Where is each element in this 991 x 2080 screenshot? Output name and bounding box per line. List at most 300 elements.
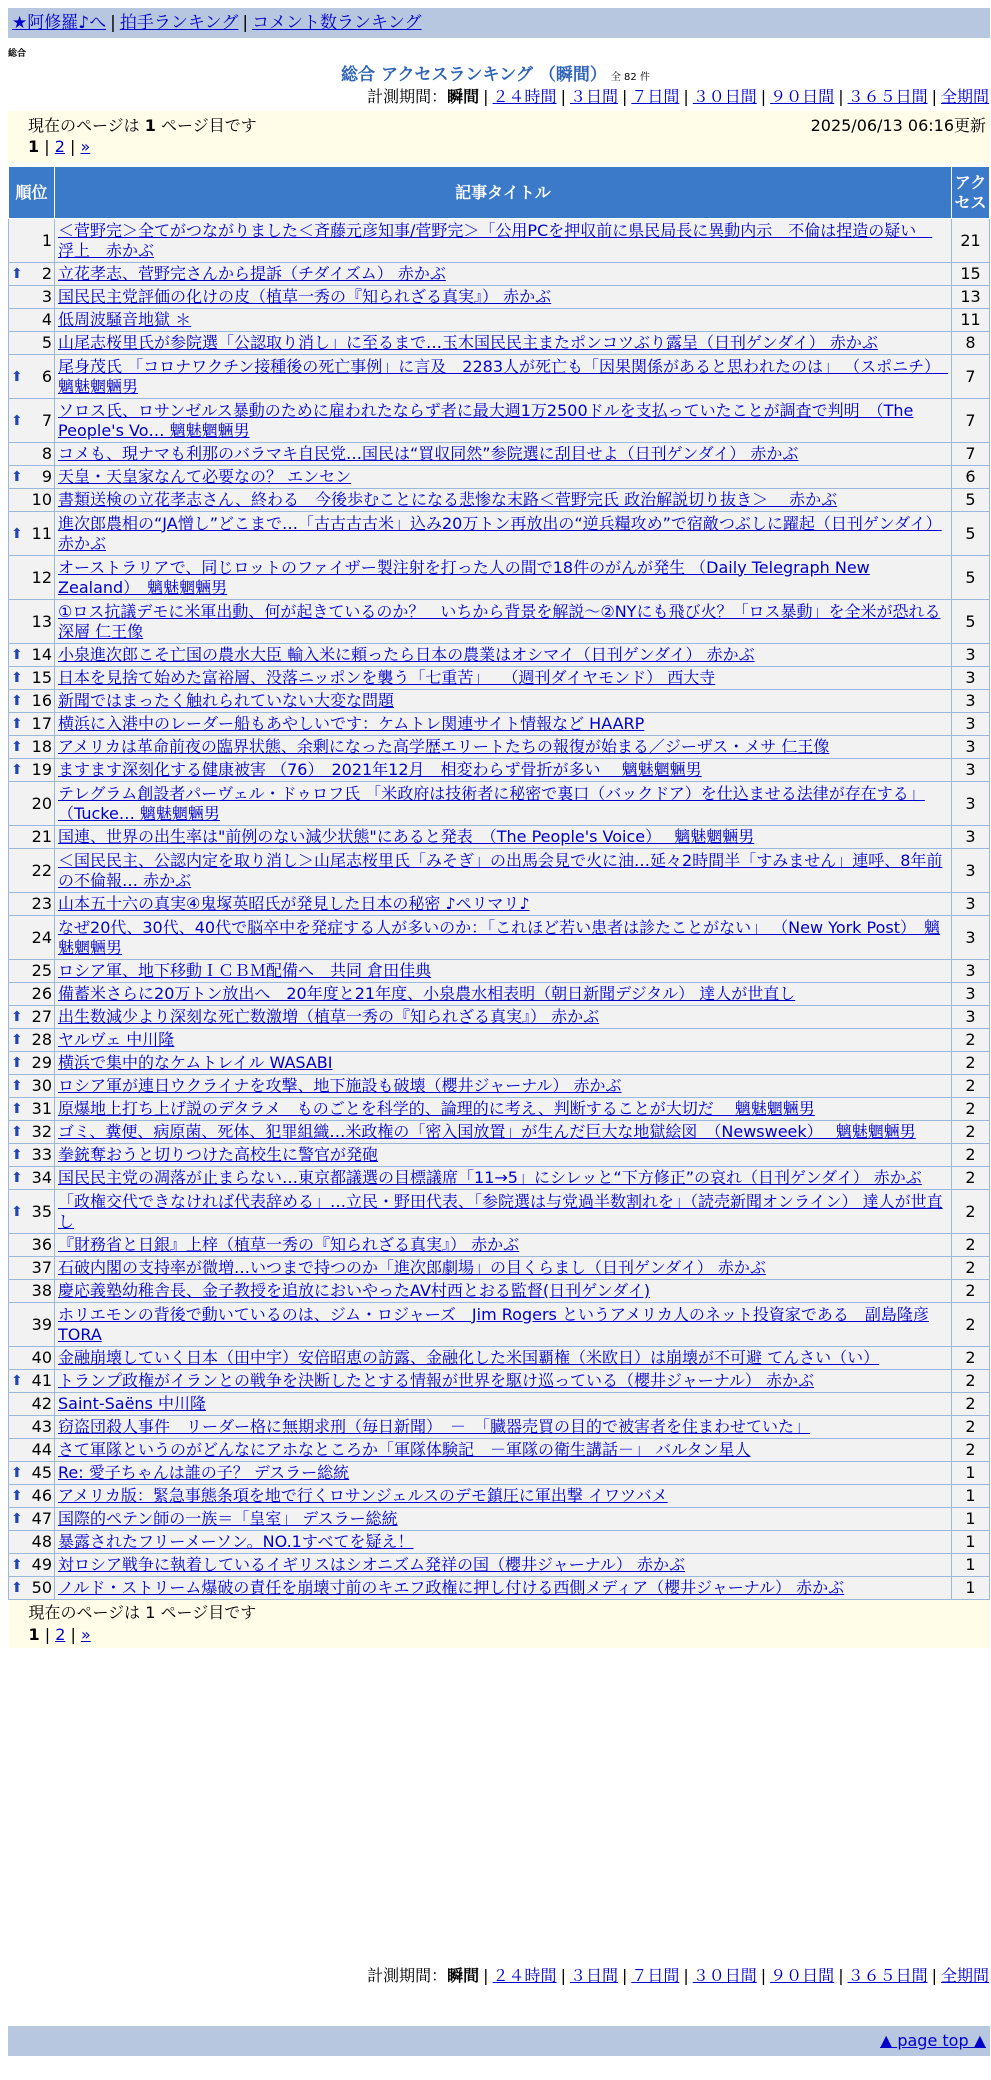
article-title-link[interactable]: さて軍隊というのがどんなにアホなところか「軍隊体験記 －軍隊の衛生講話－」 バルタン星人 bbox=[58, 1440, 751, 1459]
pager-bottom: 1 | 2 | » bbox=[28, 1625, 91, 1644]
access-count: 3 bbox=[952, 916, 990, 960]
access-count: 15 bbox=[952, 263, 990, 286]
rank-number: 29 bbox=[29, 1052, 55, 1075]
table-row bbox=[9, 556, 990, 600]
title-cell bbox=[55, 1439, 952, 1462]
table-row bbox=[9, 1144, 990, 1167]
top-nav-bar bbox=[8, 8, 990, 38]
comment-ranking-link[interactable]: コメント数ランキング bbox=[252, 13, 422, 33]
article-title-link[interactable]: 「政権交代できなければ代表辞める」…立民・野田代表、「参院選は与党過半数割れを」（読売新聞オンライン） 達人が世直し bbox=[58, 1191, 943, 1231]
bottom-page-info: 現在のページは 1 ページ目です bbox=[28, 1603, 257, 1622]
rank-change-cell bbox=[9, 355, 29, 399]
article-title-link[interactable]: Saint-Saëns 中川隆 bbox=[58, 1394, 206, 1413]
article-title-link[interactable]: 暴露されたフリーメーソン。NO.1すべてを疑え！ bbox=[58, 1532, 414, 1551]
title-cell bbox=[55, 466, 952, 489]
article-title-link[interactable]: 拳銃奪おうと切りつけた高校生に警官が発砲 bbox=[58, 1145, 379, 1164]
rank-number: 4 bbox=[29, 309, 55, 332]
table-row bbox=[9, 309, 990, 332]
pager-page-2-link[interactable]: 2 bbox=[54, 137, 65, 156]
period-all-link[interactable]: 全期間 bbox=[940, 87, 989, 106]
access-count: 3 bbox=[952, 893, 990, 916]
table-row bbox=[9, 219, 990, 263]
rank-change-cell bbox=[9, 219, 29, 263]
rank-number: 3 bbox=[29, 286, 55, 309]
rank-number: 25 bbox=[29, 960, 55, 983]
rank-change-cell bbox=[9, 1393, 29, 1416]
table-row bbox=[9, 1370, 990, 1393]
article-title-link[interactable]: 日本を見捨て始めた富裕層、没落ニッポンを襲う「七重苦」 （週刊ダイヤモンド） 西大寺 bbox=[58, 668, 716, 687]
access-count: 5 bbox=[952, 512, 990, 556]
rank-number: 48 bbox=[29, 1531, 55, 1554]
access-count: 2 bbox=[952, 1167, 990, 1190]
rank-change-cell bbox=[9, 644, 29, 667]
rank-change-cell bbox=[9, 983, 29, 1006]
access-count: 2 bbox=[952, 1439, 990, 1462]
title-cell bbox=[55, 1144, 952, 1167]
article-title-link[interactable]: テレグラム創設者パーヴェル・ドゥロフ氏 「米政府は技術者に秘密で裏口（バックドア）を仕込ませる法律が存在する」（Tucke… 魑魅魍魎男 bbox=[58, 783, 925, 823]
period-30d-link[interactable]: ３０日間 bbox=[692, 87, 757, 106]
title-cell bbox=[55, 1190, 952, 1234]
rank-number: 33 bbox=[29, 1144, 55, 1167]
article-title-link[interactable]: 国際的ペテン師の一族＝「皇室」 デスラー総統 bbox=[58, 1509, 398, 1528]
arrow-up-icon: ⬆ bbox=[11, 1373, 23, 1389]
arrow-up-icon: ⬆ bbox=[11, 1511, 23, 1527]
article-title-link[interactable]: ①ロス抗議デモに米軍出動、何が起きているのか？ いちから背景を解説～②NYにも飛び火？「ロス暴動」を全米が恐れる 深層 仁王像 bbox=[58, 601, 941, 641]
period-7d-link[interactable]: ７日間 bbox=[631, 87, 680, 106]
article-title-link[interactable]: 原爆地上打ち上げ説のデタラメ ものごとを科学的、論理的に考え、判断することが大切だ 魑魅魍魎男 bbox=[58, 1099, 815, 1118]
table-row bbox=[9, 1029, 990, 1052]
title-cell bbox=[55, 1347, 952, 1370]
table-row bbox=[9, 644, 990, 667]
title-cell bbox=[55, 1006, 952, 1029]
access-count: 2 bbox=[952, 1098, 990, 1121]
article-title-link[interactable]: 横浜に入港中のレーダー船もあやしいです：ケムトレ関連サイト情報など HAARP bbox=[58, 714, 645, 733]
pager-current: 1 bbox=[28, 1625, 40, 1644]
article-title-link[interactable]: アメリカは革命前夜の臨界状態、余剰になった高学歴エリートたちの報復が始まる／ジーザス・メサ 仁王像 bbox=[58, 737, 830, 756]
access-count: 3 bbox=[952, 849, 990, 893]
arrow-up-icon: ⬆ bbox=[11, 1488, 23, 1504]
title-cell bbox=[55, 1416, 952, 1439]
article-title-link[interactable]: 国民民主党の凋落が止まらない…東京都議選の目標議席「11→5」にシレッと“下方修正”の哀れ（日刊ゲンダイ） 赤かぶ bbox=[58, 1168, 922, 1187]
col-title-header: 記事タイトル bbox=[55, 167, 952, 219]
arrow-up-icon: ⬆ bbox=[11, 1147, 23, 1163]
table-row bbox=[9, 1052, 990, 1075]
rank-number: 21 bbox=[29, 826, 55, 849]
table-row bbox=[9, 1006, 990, 1029]
rank-change-cell bbox=[9, 1508, 29, 1531]
article-title-link[interactable]: Re: 愛子ちゃんは誰の子？ デスラー総統 bbox=[58, 1463, 350, 1482]
title-cell bbox=[55, 1075, 952, 1098]
article-title-link[interactable]: なぜ20代、30代、40代で脳卒中を発症する人が多いのか：「これほど若い患者は診たことがない」 （New York Post） 魑魅魍魎男 bbox=[58, 917, 941, 957]
table-row bbox=[9, 893, 990, 916]
rank-number: 38 bbox=[29, 1280, 55, 1303]
article-title-link[interactable]: ホリエモンの背後で動いているのは、ジム・ロジャーズ Jim Rogers というアメリカ人のネット投資家である 副島隆彦 TORA bbox=[58, 1304, 929, 1344]
rank-change-cell bbox=[9, 600, 29, 644]
title-cell bbox=[55, 1121, 952, 1144]
arrow-up-icon: ⬆ bbox=[11, 1557, 23, 1573]
rank-number: 47 bbox=[29, 1508, 55, 1531]
article-title-link[interactable]: 対ロシア戦争に執着しているイギリスはシオニズム発祥の国（櫻井ジャーナル） 赤かぶ bbox=[58, 1555, 686, 1574]
article-title-link[interactable]: 出生数減少より深刻な死亡数激増（植草一秀の『知られざる真実』） 赤かぶ bbox=[58, 1007, 600, 1026]
table-row bbox=[9, 1439, 990, 1462]
rank-change-cell bbox=[9, 1462, 29, 1485]
table-row bbox=[9, 713, 990, 736]
total-count: 全 82 件 bbox=[610, 72, 650, 83]
rank-change-cell bbox=[9, 759, 29, 782]
rank-change-cell bbox=[9, 1029, 29, 1052]
title-cell bbox=[55, 512, 952, 556]
rank-change-cell bbox=[9, 512, 29, 556]
rank-change-cell bbox=[9, 286, 29, 309]
rank-number: 7 bbox=[29, 399, 55, 443]
rank-change-cell bbox=[9, 1075, 29, 1098]
title-cell bbox=[55, 713, 952, 736]
rank-change-cell bbox=[9, 667, 29, 690]
table-row bbox=[9, 667, 990, 690]
table-row bbox=[9, 489, 990, 512]
table-row bbox=[9, 1303, 990, 1347]
table-row bbox=[9, 263, 990, 286]
access-count: 2 bbox=[952, 1234, 990, 1257]
table-row bbox=[9, 1416, 990, 1439]
article-title-link[interactable]: ソロス氏、ロサンゼルス暴動のために雇われたならず者に最大週1万2500ドルを支払っていたことが調査で判明 （The People's Vo… 魑魅魍魎男 bbox=[58, 400, 914, 440]
title-cell bbox=[55, 826, 952, 849]
rank-number: 41 bbox=[29, 1370, 55, 1393]
access-count: 3 bbox=[952, 1006, 990, 1029]
arrow-up-icon: ⬆ bbox=[11, 647, 23, 663]
table-row bbox=[9, 1190, 990, 1234]
article-title-link[interactable]: 山本五十六の真実④鬼塚英昭氏が発見した日本の秘密 ♪ペリマリ♪ bbox=[58, 894, 530, 913]
access-count: 3 bbox=[952, 736, 990, 759]
article-title-link[interactable]: 尾身茂氏 「コロナワクチン接種後の死亡事例」に言及 2283人が死亡も「因果関係があると思われたのは」 （スポニチ） 魑魅魍魎男 bbox=[58, 356, 949, 396]
title-cell bbox=[55, 1508, 952, 1531]
article-title-link[interactable]: 窃盗団殺人事件 リーダー格に無期求刑（毎日新聞） － 「臓器売買の目的で被害者を住まわせていた」 bbox=[58, 1417, 811, 1436]
rank-change-cell bbox=[9, 309, 29, 332]
table-row bbox=[9, 1121, 990, 1144]
access-count: 3 bbox=[952, 983, 990, 1006]
access-count: 2 bbox=[952, 1144, 990, 1167]
home-link[interactable]: ★阿修羅♪へ bbox=[12, 13, 107, 33]
table-row bbox=[9, 1280, 990, 1303]
arrow-up-icon: ⬆ bbox=[11, 1203, 23, 1220]
period-24h-link[interactable]: ２４時間 bbox=[492, 87, 557, 106]
rank-change-cell bbox=[9, 1234, 29, 1257]
page-title-text: 総合 アクセスランキング （瞬間） bbox=[341, 65, 607, 85]
rank-number: 1 bbox=[29, 219, 55, 263]
table-row bbox=[9, 916, 990, 960]
access-count: 1 bbox=[952, 1554, 990, 1577]
title-cell bbox=[55, 644, 952, 667]
rank-change-cell bbox=[9, 960, 29, 983]
rank-number: 40 bbox=[29, 1347, 55, 1370]
table-row bbox=[9, 1098, 990, 1121]
table-row bbox=[9, 443, 990, 466]
arrow-up-icon: ⬆ bbox=[11, 368, 23, 385]
access-count: 2 bbox=[952, 1121, 990, 1144]
arrow-up-icon: ⬆ bbox=[11, 412, 23, 429]
period-90d-link[interactable]: ９０日間 bbox=[770, 1966, 835, 1985]
rank-number: 23 bbox=[29, 893, 55, 916]
access-count: 13 bbox=[952, 286, 990, 309]
rank-change-cell bbox=[9, 1347, 29, 1370]
access-count: 11 bbox=[952, 309, 990, 332]
table-row bbox=[9, 1531, 990, 1554]
title-cell bbox=[55, 960, 952, 983]
article-title-link[interactable]: ＜菅野完＞全てがつながりました＜斉藤元彦知事/菅野完＞「公用PCを押収前に県民局長に異動内示 不倫は捏造の疑い 浮上 赤かぶ bbox=[58, 220, 933, 260]
rank-change-cell bbox=[9, 1144, 29, 1167]
pager-top: 1 | 2 | » bbox=[28, 137, 91, 156]
title-cell bbox=[55, 1462, 952, 1485]
col-access-header: アクセス bbox=[952, 167, 990, 219]
article-title-link[interactable]: ＜国民民主、公認内定を取り消し＞山尾志桜里氏「みそぎ」の出馬会見で火に油…延々2時間半「すみません」連呼、8年前の不倫報… 赤かぶ bbox=[58, 850, 943, 890]
rank-number: 45 bbox=[29, 1462, 55, 1485]
rank-number: 16 bbox=[29, 690, 55, 713]
separator: | bbox=[110, 13, 116, 33]
rank-number: 37 bbox=[29, 1257, 55, 1280]
period-7d-link[interactable]: ７日間 bbox=[631, 1966, 680, 1985]
period-3d-link[interactable]: ３日間 bbox=[569, 1966, 618, 1985]
article-title-link[interactable]: 『財務省と日銀』上梓（植草一秀の『知られざる真実』） 赤かぶ bbox=[58, 1235, 520, 1254]
arrow-up-icon: ⬆ bbox=[11, 525, 23, 542]
article-title-link[interactable]: ヤルヴェ 中川隆 bbox=[58, 1030, 175, 1049]
table-row bbox=[9, 600, 990, 644]
access-count: 2 bbox=[952, 1416, 990, 1439]
arrow-up-icon: ⬆ bbox=[11, 1009, 23, 1025]
title-cell bbox=[55, 759, 952, 782]
rank-change-cell bbox=[9, 893, 29, 916]
article-title-link[interactable]: 小泉進次郎こそ亡国の農水大臣 輸入米に頼ったら日本の農業はオシマイ（日刊ゲンダイ） 赤かぶ bbox=[58, 645, 755, 664]
rank-number: 17 bbox=[29, 713, 55, 736]
rank-number: 34 bbox=[29, 1167, 55, 1190]
access-count: 21 bbox=[952, 219, 990, 263]
period-90d-link[interactable]: ９０日間 bbox=[770, 87, 835, 106]
title-cell bbox=[55, 600, 952, 644]
rank-number: 18 bbox=[29, 736, 55, 759]
table-row bbox=[9, 1167, 990, 1190]
article-title-link[interactable]: 書類送検の立花孝志さん、終わる 今後歩むことになる悲惨な末路＜菅野完氏 政治解説切り抜き＞ 赤かぶ bbox=[58, 490, 838, 509]
rank-change-cell bbox=[9, 736, 29, 759]
article-title-link[interactable]: コメも、現ナマも利那のバラマキ自民党…国民は“買収同然”参院選に刮目せよ（日刊ゲンダイ） 赤かぶ bbox=[58, 444, 799, 463]
table-row bbox=[9, 355, 990, 399]
separator: | bbox=[242, 13, 249, 33]
article-title-link[interactable]: 低周波騒音地獄 ＊ bbox=[58, 310, 192, 329]
article-title-link[interactable]: 横浜で集中的なケムトレイル WASABI bbox=[58, 1053, 333, 1072]
page-title bbox=[0, 60, 991, 85]
period-selector-bottom: 計測期間：瞬間 | ２４時間 | ３日間 | ７日間 | ３０日間 | ９０日間 | ３６５日間 | 全期間 bbox=[367, 1966, 989, 1985]
page-top-link[interactable]: ▲ page top ▲ bbox=[879, 2031, 986, 2050]
access-count: 5 bbox=[952, 489, 990, 512]
article-title-link[interactable]: 慶応義塾幼稚舎長、金子教授を追放においやったAV村西とおる監督(日刊ゲンダイ) bbox=[58, 1281, 651, 1300]
article-title-link[interactable]: 備蓄米さらに20万トン放出へ 20年度と21年度、小泉農水相表明（朝日新聞デジタル） 達人が世直し bbox=[58, 984, 796, 1003]
title-cell bbox=[55, 782, 952, 826]
article-title-link[interactable]: ゴミ、糞便、病原菌、死体、犯罪組織…米政権の「密入国放置」が生んだ巨大な地獄絵図 （Newsweek） 魑魅魍魎男 bbox=[58, 1122, 916, 1141]
rank-change-cell bbox=[9, 443, 29, 466]
article-title-link[interactable]: 国連、世界の出生率は"前例のない減少状態"にあると発表 （The People's Voice） 魑魅魍魎男 bbox=[58, 827, 755, 846]
table-row bbox=[9, 736, 990, 759]
article-title-link[interactable]: 天皇・天皇家なんて必要なの？ エンセン bbox=[58, 467, 352, 486]
article-title-link[interactable]: 山尾志桜里氏が参院選「公認取り消し」に至るまで…玉木国民民主またポンコツぶり露呈（日刊ゲンダイ） 赤かぶ bbox=[58, 333, 878, 352]
rank-change-cell bbox=[9, 1303, 29, 1347]
rank-change-cell bbox=[9, 1416, 29, 1439]
period-365d-link[interactable]: ３６５日間 bbox=[847, 87, 928, 106]
rank-number: 27 bbox=[29, 1006, 55, 1029]
table-row bbox=[9, 466, 990, 489]
period-365d-link[interactable]: ３６５日間 bbox=[847, 1966, 928, 1985]
arrow-up-icon: ⬆ bbox=[11, 739, 23, 755]
arrow-up-icon: ⬆ bbox=[11, 1465, 23, 1481]
rank-change-cell bbox=[9, 782, 29, 826]
article-title-link[interactable]: アメリカ版：緊急事態条項を地で行くロサンジェルスのデモ鎮圧に軍出撃 イワツバメ bbox=[58, 1486, 668, 1505]
rank-change-cell bbox=[9, 1257, 29, 1280]
access-count: 2 bbox=[952, 1370, 990, 1393]
title-cell bbox=[55, 556, 952, 600]
table-row bbox=[9, 1485, 990, 1508]
arrow-up-icon: ⬆ bbox=[11, 1078, 23, 1094]
title-cell bbox=[55, 893, 952, 916]
table-row bbox=[9, 1234, 990, 1257]
article-title-link[interactable]: ノルド・ストリーム爆破の責任を崩壊寸前のキエフ政権に押し付ける西側メディア（櫻井ジャーナル） 赤かぶ bbox=[58, 1578, 845, 1597]
article-title-link[interactable]: 立花孝志、菅野完さんから提訴（チダイズム） 赤かぶ bbox=[58, 264, 446, 283]
ranking-table bbox=[8, 166, 990, 1648]
col-rank-header: 順位 bbox=[9, 167, 55, 219]
rank-change-cell bbox=[9, 1006, 29, 1029]
rank-number: 26 bbox=[29, 983, 55, 1006]
access-count: 2 bbox=[952, 1052, 990, 1075]
period-30d-link[interactable]: ３０日間 bbox=[692, 1966, 757, 1985]
access-count: 1 bbox=[952, 1485, 990, 1508]
rank-number: 39 bbox=[29, 1303, 55, 1347]
access-count: 2 bbox=[952, 1075, 990, 1098]
rank-number: 15 bbox=[29, 667, 55, 690]
rank-change-cell bbox=[9, 713, 29, 736]
pager-next-link[interactable]: » bbox=[80, 137, 91, 156]
table-row bbox=[9, 1508, 990, 1531]
table-row bbox=[9, 1577, 990, 1600]
article-title-link[interactable]: 新聞ではまったく触れられていない大変な問題 bbox=[58, 691, 395, 710]
title-cell bbox=[55, 355, 952, 399]
rank-number: 5 bbox=[29, 332, 55, 355]
article-title-link[interactable]: 金融崩壊していく日本（田中宇）安倍昭恵の訪露、金融化した米国覇権（米欧日）は崩壊が不可避 てんさい（い） bbox=[58, 1348, 880, 1367]
article-title-link[interactable]: ますます深刻化する健康被害 （76） 2021年12月 相変わらず骨折が多い 魑魅魍魎男 bbox=[58, 760, 702, 779]
title-cell bbox=[55, 667, 952, 690]
rank-change-cell bbox=[9, 1577, 29, 1600]
title-cell bbox=[55, 916, 952, 960]
rank-number: 49 bbox=[29, 1554, 55, 1577]
rank-change-cell bbox=[9, 1485, 29, 1508]
rank-number: 35 bbox=[29, 1190, 55, 1234]
article-title-link[interactable]: トランプ政権がイランとの戦争を決断したとする情報が世界を駆け巡っている（櫻井ジャーナル） 赤かぶ bbox=[58, 1371, 814, 1390]
period-current: 瞬間 bbox=[447, 87, 480, 106]
access-count: 1 bbox=[952, 1462, 990, 1485]
article-title-link[interactable]: オーストラリアで、同じロットのファイザー製注射を打った人の間で18件のがんが発生 （Daily Telegraph New Zealand） 魑魅魍魎男 bbox=[58, 557, 870, 597]
rank-number: 44 bbox=[29, 1439, 55, 1462]
table-row bbox=[9, 690, 990, 713]
title-cell bbox=[55, 983, 952, 1006]
access-count: 7 bbox=[952, 355, 990, 399]
title-cell bbox=[55, 399, 952, 443]
rank-change-cell bbox=[9, 332, 29, 355]
article-title-link[interactable]: 石破内閣の支持率が微増…いつまで持つのか「進次郎劇場」の目くらまし（日刊ゲンダイ） 赤かぶ bbox=[58, 1258, 766, 1277]
page-info-box bbox=[8, 111, 990, 163]
category-label: 総合 bbox=[8, 49, 27, 59]
title-cell bbox=[55, 1303, 952, 1347]
access-count: 8 bbox=[952, 332, 990, 355]
table-row bbox=[9, 759, 990, 782]
arrow-up-icon: ⬆ bbox=[11, 469, 23, 485]
rank-number: 6 bbox=[29, 355, 55, 399]
arrow-up-icon: ⬆ bbox=[11, 693, 23, 709]
period-selector-top: 計測期間：瞬間 | ２４時間 | ３日間 | ７日間 | ３０日間 | ９０日間 | ３６５日間 | 全期間 bbox=[367, 87, 989, 106]
table-row bbox=[9, 512, 990, 556]
rank-number: 31 bbox=[29, 1098, 55, 1121]
rank-change-cell bbox=[9, 1370, 29, 1393]
period-all-link[interactable]: 全期間 bbox=[940, 1966, 989, 1985]
title-cell bbox=[55, 309, 952, 332]
title-cell bbox=[55, 1052, 952, 1075]
arrow-up-icon: ⬆ bbox=[11, 266, 23, 282]
pager-next-link[interactable]: » bbox=[80, 1625, 91, 1644]
period-3d-link[interactable]: ３日間 bbox=[569, 87, 618, 106]
article-title-link[interactable]: ロシア軍が連日ウクライナを攻撃、地下施設も破壊（櫻井ジャーナル） 赤かぶ bbox=[58, 1076, 622, 1095]
rank-change-cell bbox=[9, 263, 29, 286]
arrow-up-icon: ⬆ bbox=[11, 670, 23, 686]
article-title-link[interactable]: 進次郎農相の“JA憎し”どこまで…「古古古古米」込み20万トン再放出の“逆兵糧攻め”で宿敵つぶしに躍起（日刊ゲンダイ） 赤かぶ bbox=[58, 513, 942, 553]
table-row bbox=[9, 1075, 990, 1098]
pager-page-2-link[interactable]: 2 bbox=[55, 1625, 66, 1644]
table-row bbox=[9, 1554, 990, 1577]
rank-change-cell bbox=[9, 1439, 29, 1462]
page-info: 現在のページは 1 ページ目です bbox=[28, 116, 257, 135]
title-cell bbox=[55, 443, 952, 466]
period-24h-link[interactable]: ２４時間 bbox=[492, 1966, 557, 1985]
access-count: 3 bbox=[952, 782, 990, 826]
rank-number: 2 bbox=[29, 263, 55, 286]
access-count: 1 bbox=[952, 1531, 990, 1554]
access-count: 2 bbox=[952, 1280, 990, 1303]
access-count: 2 bbox=[952, 1190, 990, 1234]
rank-change-cell bbox=[9, 849, 29, 893]
access-count: 5 bbox=[952, 556, 990, 600]
arrow-up-icon: ⬆ bbox=[11, 1101, 23, 1117]
rank-number: 19 bbox=[29, 759, 55, 782]
access-count: 3 bbox=[952, 644, 990, 667]
table-row bbox=[9, 399, 990, 443]
article-title-link[interactable]: 国民民主党評価の化けの皮（植草一秀の『知られざる真実』） 赤かぶ bbox=[58, 287, 552, 306]
access-count: 2 bbox=[952, 1347, 990, 1370]
table-row bbox=[9, 826, 990, 849]
article-title-link[interactable]: ロシア軍、地下移動ＩＣＢＭ配備へ 共同 倉田佳典 bbox=[58, 961, 432, 980]
access-count: 2 bbox=[952, 1303, 990, 1347]
clap-ranking-link[interactable]: 拍手ランキング bbox=[119, 13, 239, 33]
rank-number: 13 bbox=[29, 600, 55, 644]
title-cell bbox=[55, 736, 952, 759]
rank-change-cell bbox=[9, 690, 29, 713]
access-count: 2 bbox=[952, 1029, 990, 1052]
table-row bbox=[9, 286, 990, 309]
rank-change-cell bbox=[9, 1167, 29, 1190]
table-header-row bbox=[9, 167, 990, 219]
rank-change-cell bbox=[9, 1554, 29, 1577]
table-row bbox=[9, 1393, 990, 1416]
rank-change-cell bbox=[9, 826, 29, 849]
rank-number: 11 bbox=[29, 512, 55, 556]
rank-number: 20 bbox=[29, 782, 55, 826]
access-count: 3 bbox=[952, 826, 990, 849]
rank-number: 30 bbox=[29, 1075, 55, 1098]
title-cell bbox=[55, 1257, 952, 1280]
period-label: 計測期間： bbox=[367, 87, 448, 106]
title-cell bbox=[55, 263, 952, 286]
